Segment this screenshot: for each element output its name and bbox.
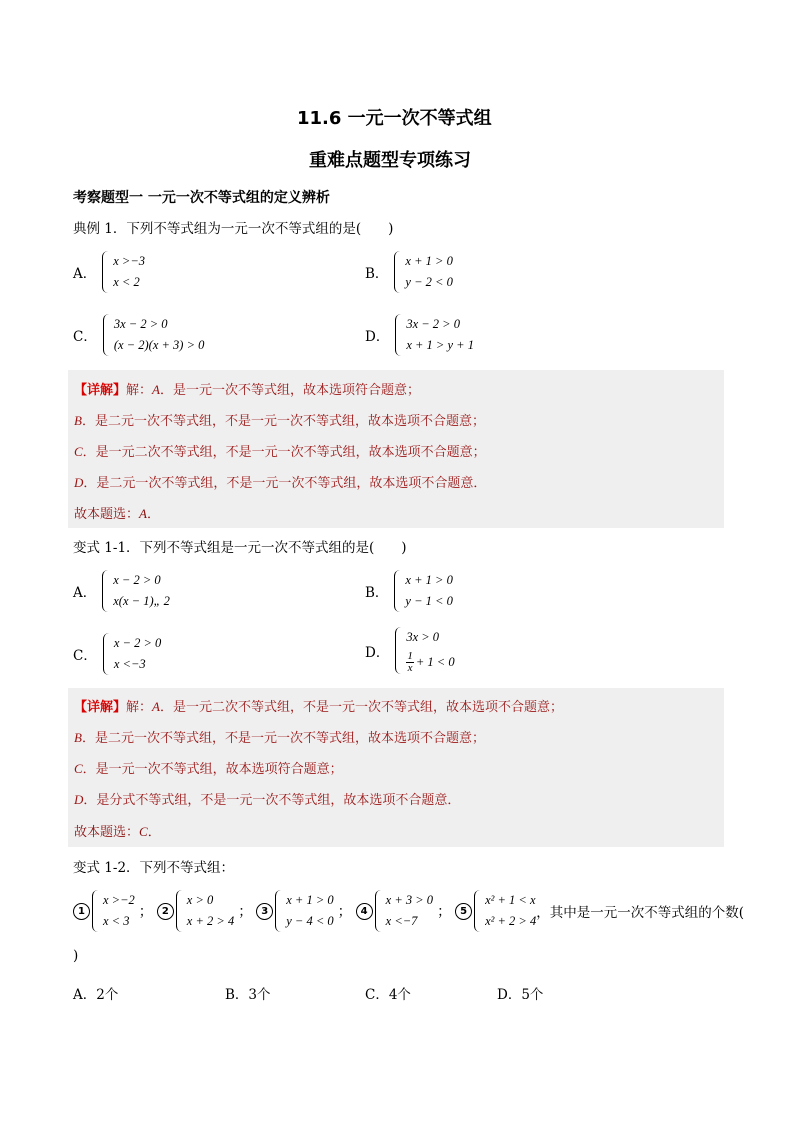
option-label: C． [73,329,97,345]
choice-b[interactable]: B．3个 [225,987,271,1003]
circled-number-5: 5 [455,903,472,920]
answer-final: 故本题选：A． [74,506,160,522]
inequality-system: x + 1 > 0 y − 4 < 0 [275,890,333,932]
option-label: B． [365,266,389,282]
question-close-paren: ) [73,948,79,964]
option-d[interactable] [365,314,474,356]
choice-c[interactable]: C．4个 [365,987,411,1003]
circled-number-4: 4 [356,903,373,920]
answer-line: 【详解】解：A．是一元一次不等式组，故本选项符合题意； [74,382,420,398]
answer-final: 故本题选：C． [74,824,161,840]
option-label: A． [73,266,97,282]
option-b[interactable] [365,251,453,293]
answer-line: D．是分式不等式组，不是一元一次不等式组，故本选项不合题意． [74,792,461,808]
option-label: D． [365,329,390,345]
circled-number-1: 1 [73,903,90,920]
inequality-system: x >−3 x < 2 [102,251,145,293]
question-tail: ，其中是一元一次不等式组的个数( [536,905,745,921]
answer-line: B．是二元一次不等式组，不是一元一次不等式组，故本选项不合题意； [74,730,485,746]
choice-d[interactable]: D．5个 [497,987,544,1003]
option-label: D． [365,644,390,661]
answer-line: C．是一元二次不等式组，不是一元一次不等式组，故本选项不合题意； [74,444,486,460]
answer-box-ex1 [68,370,724,528]
inequality-system: x >−2 x < 3 [92,890,135,932]
inequality-system: x + 3 > 0 x <−7 [375,890,433,932]
option-label: A． [73,585,97,601]
option-c[interactable] [73,314,204,356]
option-label: C． [73,648,97,664]
fraction: $\frac{1}{x}$ [407,650,413,674]
circled-number-2: 2 [157,903,174,920]
circled-number-3: 3 [256,903,273,920]
option-label: B． [365,585,389,601]
inequality-system: 3x > 0 $\frac{1}{x}$ + 1 < 0 [395,627,454,674]
choice-a[interactable]: A．2个 [73,987,119,1003]
answer-box-ex2 [68,688,724,847]
inequality-system: x + 1 > 0 y − 2 < 0 [394,251,452,293]
inequality-system: x² + 1 < x x² + 2 > 4 [474,890,536,932]
inequality-system: x > 0 x + 2 > 4 [176,890,234,932]
answer-line: C．是一元一次不等式组，故本选项符合题意； [74,761,343,777]
question-ex3: 变式 1-2．下列不等式组： [73,860,235,876]
option-c[interactable] [73,633,161,675]
inequality-system: x + 1 > 0 y − 1 < 0 [394,570,452,612]
option-d[interactable] [365,627,455,674]
inequality-system: 3x − 2 > 0 x + 1 > y + 1 [395,314,474,356]
inequality-system: x − 2 > 0 x(x − 1)„ 2 [102,570,170,612]
systems-row: 1 x >−2 x < 3 ； 2 x > 0 x + 2 > 4 ； 3 x + 1 > 0 y − 4 < 0 ； 4 x + 3 > 0 x <−7 ； 5 x² + 1 < x x² + 2 > 4 ，其中是一元一次不等式组的个数( [73,890,744,932]
inequality-system: 3x − 2 > 0 (x − 2)(x + 3) > 0 [103,314,205,356]
question-ex1: 典例 1．下列不等式组为一元一次不等式组的是( ) [73,221,394,237]
answer-line: B．是二元一次不等式组，不是一元一次不等式组，故本选项不合题意； [74,413,485,429]
page-title: 11.6 一元一次不等式组 [297,108,492,129]
question-ex2: 变式 1-1．下列不等式组是一元一次不等式组的是( ) [73,540,407,556]
answer-line: 【详解】解：A．是一元二次不等式组，不是一元一次不等式组，故本选项不合题意； [74,699,563,715]
option-a[interactable] [73,570,170,612]
option-b[interactable] [365,570,453,612]
page-subtitle: 重难点题型专项练习 [309,150,471,171]
section-heading: 考察题型一 一元一次不等式组的定义辨析 [73,190,330,206]
option-a[interactable] [73,251,145,293]
inequality-system: x − 2 > 0 x <−3 [103,633,161,675]
answer-line: D．是二元一次不等式组，不是一元一次不等式组，故本选项不合题意． [74,475,487,491]
